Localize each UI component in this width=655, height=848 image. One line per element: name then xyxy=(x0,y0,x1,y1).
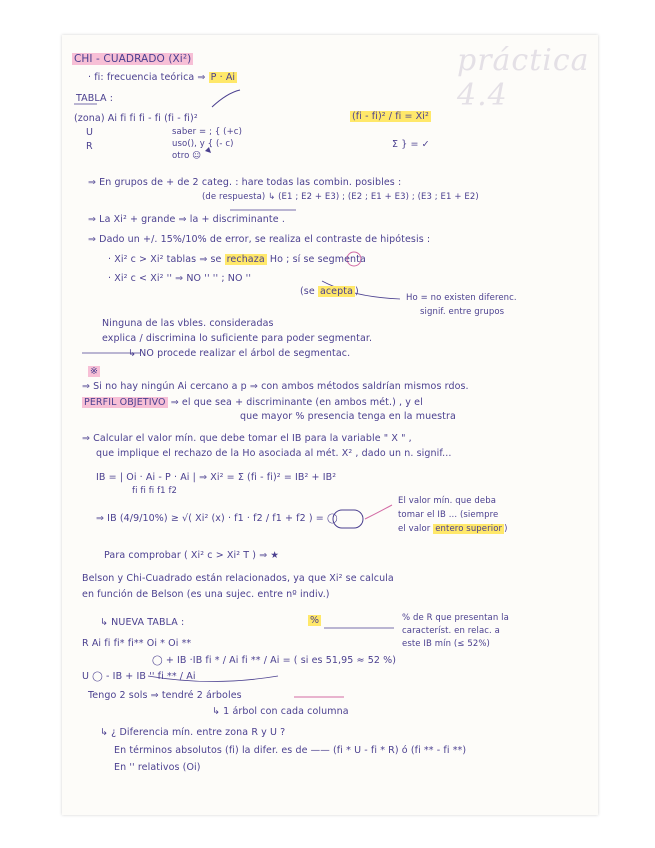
formula-box: (fi - fi)² / fi = Xi² xyxy=(352,111,429,122)
calcular-1: ⇒ Calcular el valor mín. que debe tomar el IB para la variable " X " , xyxy=(82,433,412,444)
perfil-line-1: PERFIL OBJETIVO ⇒ el que sea + discriminante (en ambos mét.) , y el xyxy=(84,397,423,408)
new-table-row-u: U ◯ - IB + IB '' fi ** / Ai xyxy=(82,671,196,682)
comprobar-line: Para comprobar ( Xi² c > Xi² T ) ⇒ ★ xyxy=(104,550,280,561)
el-valor-2: tomar el IB ... (siempre xyxy=(398,510,499,520)
categ-2: uso(), y { (- c) xyxy=(172,139,234,149)
ho-definition-2: signif. entre grupos xyxy=(420,307,505,317)
arrow-to-pai xyxy=(212,90,240,107)
pct-desc-3: este IB mín (≤ 52%) xyxy=(402,639,490,649)
zona-r: R xyxy=(86,141,93,152)
belson-1: Belson y Chi-Cuadrado están relacionados, ya que Xi² se calcula xyxy=(82,573,394,584)
table-columns: (zona) Ai fi fi fi - fi (fi - fi)² xyxy=(74,113,198,124)
star-mark: ※ xyxy=(90,366,99,377)
grupos-line-2: (de respuesta) ↳ (E1 ; E2 + E3) ; (E2 ; E1 + E3) ; (E3 ; E1 + E2) xyxy=(202,192,479,202)
zona-u: U xyxy=(86,127,94,138)
ib-formula: IB = | Oi · Ai - P · Ai | ⇒ Xi² = Σ (fi - fi)² = IB² + IB² xyxy=(96,472,337,483)
nueva-tabla: ↳ NUEVA TABLA : xyxy=(100,617,185,628)
pct-desc-1: % de R que presentan la xyxy=(402,613,509,623)
pct-desc-2: característ. en relac. a xyxy=(402,626,500,636)
ninguna-2: explica / discrimina lo suficiente para poder segmentar. xyxy=(102,333,373,344)
dado-line: ⇒ Dado un +/. 15%/10% de error, se realiza el contraste de hipótesis : xyxy=(88,234,431,245)
tengo-line: Tengo 2 sols ⇒ tendré 2 árboles xyxy=(88,690,242,701)
ninguna-3: ↳ NO procede realizar el árbol de segmentac. xyxy=(128,348,351,359)
diferencia-question: ↳ ¿ Diferencia mín. entre zona R y U ? xyxy=(100,727,286,738)
new-table-row-r: ◯ + IB ·IB fi * / Ai fi ** / Ai = ( si es 51,95 ≈ 52 %) xyxy=(152,655,397,666)
tabla-label: TABLA : xyxy=(76,93,114,104)
calcular-2: que implique el rechazo de la Ho asociada al mét. X² , dado un n. signif... xyxy=(96,448,452,459)
sum-check: Σ } = ✓ xyxy=(392,139,430,150)
ninguna-1: Ninguna de las vbles. consideradas xyxy=(102,318,274,329)
new-table-header: R Ai fi fi* fi** Oi * Oi ** xyxy=(82,638,192,649)
result-arrow xyxy=(365,505,392,519)
diferencia-abs: En términos absolutos (fi) la difer. es de —— (fi * U - fi * R) ó (fi ** - fi **) xyxy=(114,745,467,756)
page-title: CHI - CUADRADO (Xi²) xyxy=(74,53,192,65)
categ-1: saber = ; { (+c) xyxy=(172,127,242,137)
ib-threshold: ⇒ IB (4/9/10%) ≥ √( Xi² (x) · f1 · f2 / f1 + f2 ) = ◯ xyxy=(96,513,338,524)
hay-line: ⇒ Si no hay ningún Ai cercano a p ⇒ con ambos métodos saldrían mismos rdos. xyxy=(82,381,469,392)
acepta-note: (se acepta ) xyxy=(300,286,359,297)
perfil-line-2: que mayor % presencia tenga en la muestra xyxy=(240,411,456,422)
diferencia-rel: En '' relativos (Oi) xyxy=(114,762,201,773)
el-valor-3: el valor entero superior ) xyxy=(398,524,508,534)
notebook-page xyxy=(62,35,598,815)
el-valor-1: El valor mín. que deba xyxy=(398,496,497,506)
ib-denominators: fi fi fi f1 f2 xyxy=(132,486,178,496)
watermark: práctica 4.4 xyxy=(457,43,590,113)
ho-definition-1: Ho = no existen diferenc. xyxy=(406,293,517,303)
xi2-grande: ⇒ La Xi² + grande ⇒ la + discriminante . xyxy=(88,214,285,225)
belson-2: en función de Belson (es una sujec. entre nº indiv.) xyxy=(82,589,330,600)
categ-3: otro ☺ xyxy=(172,151,202,161)
cond-acepta: · Xi² c < Xi² '' ⇒ NO '' '' ; NO '' xyxy=(108,273,252,284)
fi-definition: · fi: frecuencia teórica ⇒ P · Ai xyxy=(88,72,236,83)
tengo-note: ↳ 1 árbol con cada columna xyxy=(212,706,349,717)
cond-rechaza: · Xi² c > Xi² tablas ⇒ se rechaza Ho ; sí se segmenta xyxy=(108,254,366,265)
pct-box: % xyxy=(310,615,320,626)
grupos-line-1: ⇒ En grupos de + de 2 categ. : hare todas las combin. posibles : xyxy=(88,177,402,188)
